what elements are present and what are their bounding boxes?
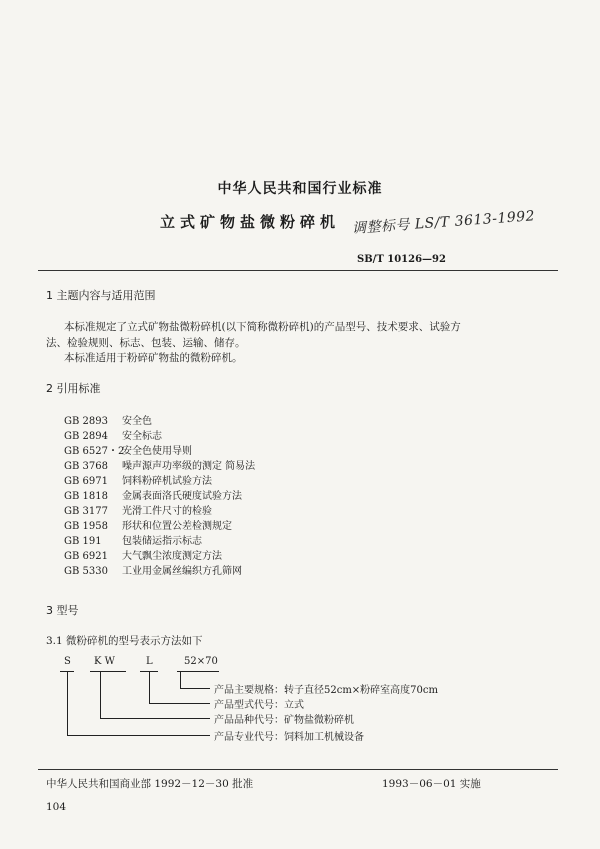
connector-l-horizontal	[149, 703, 210, 704]
model-letters-kw: K W	[94, 656, 115, 667]
reference-code: GB 1818	[64, 491, 108, 502]
connector-dims-horizontal	[180, 688, 210, 689]
section-3-1-heading: 3.1 微粉碎机的型号表示方法如下	[46, 635, 203, 647]
reference-code: GB 1958	[64, 521, 108, 532]
footer-rule	[38, 769, 558, 770]
reference-title: 工业用金属丝编织方孔筛网	[122, 566, 242, 577]
label-type-code: 产品型式代号：立式	[214, 700, 304, 711]
section-1-para-2: 本标准适用于粉碎矿物盐的微粉碎机。	[64, 352, 243, 364]
handwritten-annotation: 调整标号 LS/T 3613-1992	[351, 208, 536, 237]
approval-line: 中华人民共和国商业部 1992－12－30 批准	[46, 778, 254, 790]
connector-s-vertical	[67, 671, 68, 735]
reference-title: 金属表面洛氏硬度试验方法	[122, 491, 242, 502]
connector-s-horizontal	[67, 735, 210, 736]
reference-title: 大气飘尘浓度测定方法	[122, 551, 222, 562]
reference-title: 光滑工件尺寸的检验	[122, 506, 212, 517]
model-letter-s: S	[64, 656, 71, 667]
connector-dims-vertical	[180, 671, 181, 688]
reference-item	[64, 562, 255, 577]
connector-kw-vertical	[100, 671, 101, 718]
reference-title: 安全色	[122, 416, 152, 427]
reference-item	[64, 427, 255, 442]
document-title: 立式矿物盐微粉碎机	[160, 213, 341, 231]
implementation-date: 1993－06－01 实施	[382, 778, 481, 790]
label-variety-code: 产品品种代号：矿物盐微粉碎机	[214, 715, 354, 726]
reference-code: GB 3177	[64, 506, 108, 517]
section-1-para-1-line-2: 法、检验规则、标志、包装、运输、储存。	[46, 337, 246, 349]
reference-item	[64, 532, 255, 547]
model-dims: 52×70	[184, 656, 218, 667]
organization-title: 中华人民共和国行业标准	[217, 181, 383, 197]
connector-kw-horizontal	[100, 718, 210, 719]
reference-item	[64, 412, 255, 427]
reference-code: GB 191	[64, 536, 102, 547]
reference-title: 安全色使用导则	[122, 446, 192, 457]
section-3-heading: 3 型号	[46, 604, 79, 617]
underline-dims	[177, 671, 219, 672]
reference-code: GB 2893	[64, 416, 108, 427]
reference-title: 饲料粉碎机试验方法	[122, 476, 212, 487]
reference-title: 噪声源声功率级的测定 简易法	[122, 461, 256, 472]
reference-title: 包装储运指示标志	[122, 536, 202, 547]
reference-code: GB 2894	[64, 431, 108, 442]
reference-title: 形状和位置公差检测规定	[122, 521, 232, 532]
reference-item	[64, 517, 255, 532]
section-1-para-1-line-1: 本标准规定了立式矿物盐微粉碎机(以下简称微粉碎机)的产品型号、技术要求、试验方	[64, 321, 461, 333]
reference-code: GB 3768	[64, 461, 108, 472]
page-number: 104	[46, 801, 67, 813]
reference-item	[64, 442, 255, 457]
reference-item	[64, 547, 255, 562]
label-specialty-code: 产品专业代号：饲料加工机械设备	[214, 732, 364, 743]
reference-item	[64, 472, 255, 487]
reference-code: GB 6921	[64, 551, 108, 562]
reference-code: GB 6971	[64, 476, 108, 487]
reference-item	[64, 502, 255, 517]
reference-list	[64, 412, 255, 577]
section-2-heading: 2 引用标准	[46, 382, 101, 395]
reference-item	[64, 457, 255, 472]
underline-kw	[90, 671, 126, 672]
header-rule	[38, 270, 558, 271]
model-letter-l: L	[146, 656, 153, 667]
standard-code: SB/T 10126—92	[357, 254, 446, 265]
connector-l-vertical	[149, 671, 150, 703]
reference-code: GB 5330	[64, 566, 108, 577]
reference-code: GB 6527・2	[64, 446, 125, 457]
reference-item	[64, 487, 255, 502]
reference-title: 安全标志	[122, 431, 162, 442]
section-1-heading: 1 主题内容与适用范围	[46, 289, 156, 302]
label-main-spec: 产品主要规格：转子直径52cm×粉碎室高度70cm	[214, 685, 438, 696]
